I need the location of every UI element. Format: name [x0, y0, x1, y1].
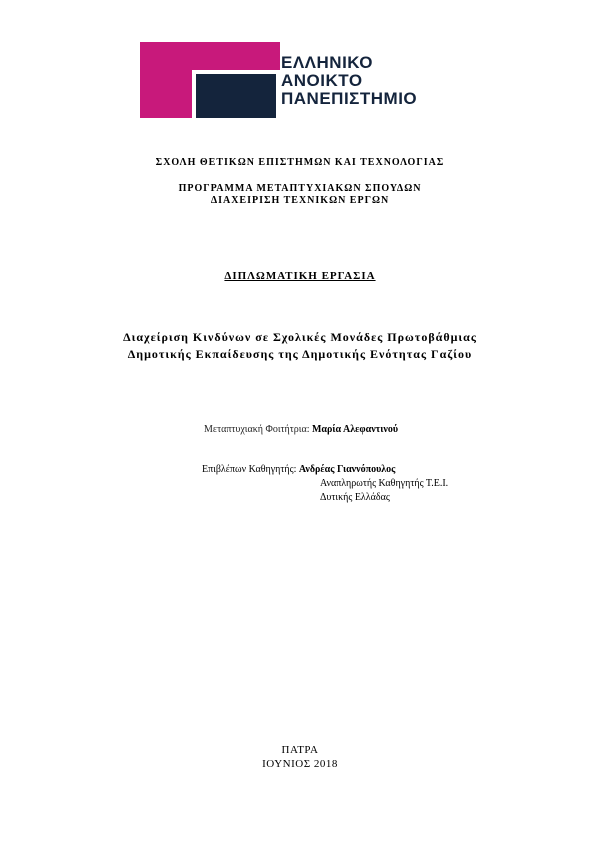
thesis-title	[0, 329, 600, 363]
student-name: Μαρία Αλεφαντινού	[311, 424, 399, 435]
logo-mark	[140, 42, 280, 118]
supervisor-name: Ανδρέας Γιαννόπουλος	[298, 464, 396, 475]
logo-wordmark	[281, 54, 417, 108]
title-line-1: Διαχείριση Κινδύνων σε Σχολικές Μονάδες Πρωτοβάθμιας	[123, 330, 477, 344]
student-line	[204, 424, 398, 435]
supervisor-block	[202, 463, 448, 505]
document-type: ΔΙΠΛΩΜΑΤΙΚΗ ΕΡΓΑΣΙΑ	[224, 270, 376, 282]
supervisor-role: Αναπληρωτής Καθηγητής Τ.Ε.Ι.	[320, 478, 449, 489]
program-line-1: ΠΡΟΓΡΑΜΜΑ ΜΕΤΑΠΤΥΧΙΑΚΩΝ ΣΠΟΥΔΩΝ	[178, 183, 422, 194]
logo-line-2: ΑΝΟΙΚΤΟ	[281, 71, 363, 90]
logo-line-3: ΠΑΝΕΠΙΣΤΗΜΙΟ	[281, 89, 418, 108]
supervisor-label: Επιβλέπων Καθηγητής:	[202, 464, 297, 475]
program-block	[0, 183, 600, 207]
title-line-2: Δημοτικής Εκπαίδευσης της Δημοτικής Ενότητας Γαζίου	[127, 347, 473, 361]
place-date	[0, 743, 600, 771]
school-name: ΣΧΟΛΗ ΘΕΤΙΚΩΝ ΕΠΙΣΤΗΜΩΝ ΚΑΙ ΤΕΧΝΟΛΟΓΙΑΣ	[155, 157, 445, 168]
student-label: Μεταπτυχιακή Φοιτήτρια:	[204, 424, 310, 435]
university-logo	[140, 42, 495, 118]
program-line-2: ΔΙΑΧΕΙΡΙΣΗ ΤΕΧΝΙΚΩΝ ΕΡΓΩΝ	[210, 195, 390, 206]
date: ΙΟΥΝΙΟΣ 2018	[262, 758, 338, 770]
supervisor-institution: Δυτικής Ελλάδας	[320, 492, 390, 503]
place: ΠΑΤΡΑ	[281, 744, 319, 756]
logo-navy-block	[196, 74, 276, 118]
logo-line-1: ΕΛΛΗΝΙΚΟ	[281, 53, 374, 72]
